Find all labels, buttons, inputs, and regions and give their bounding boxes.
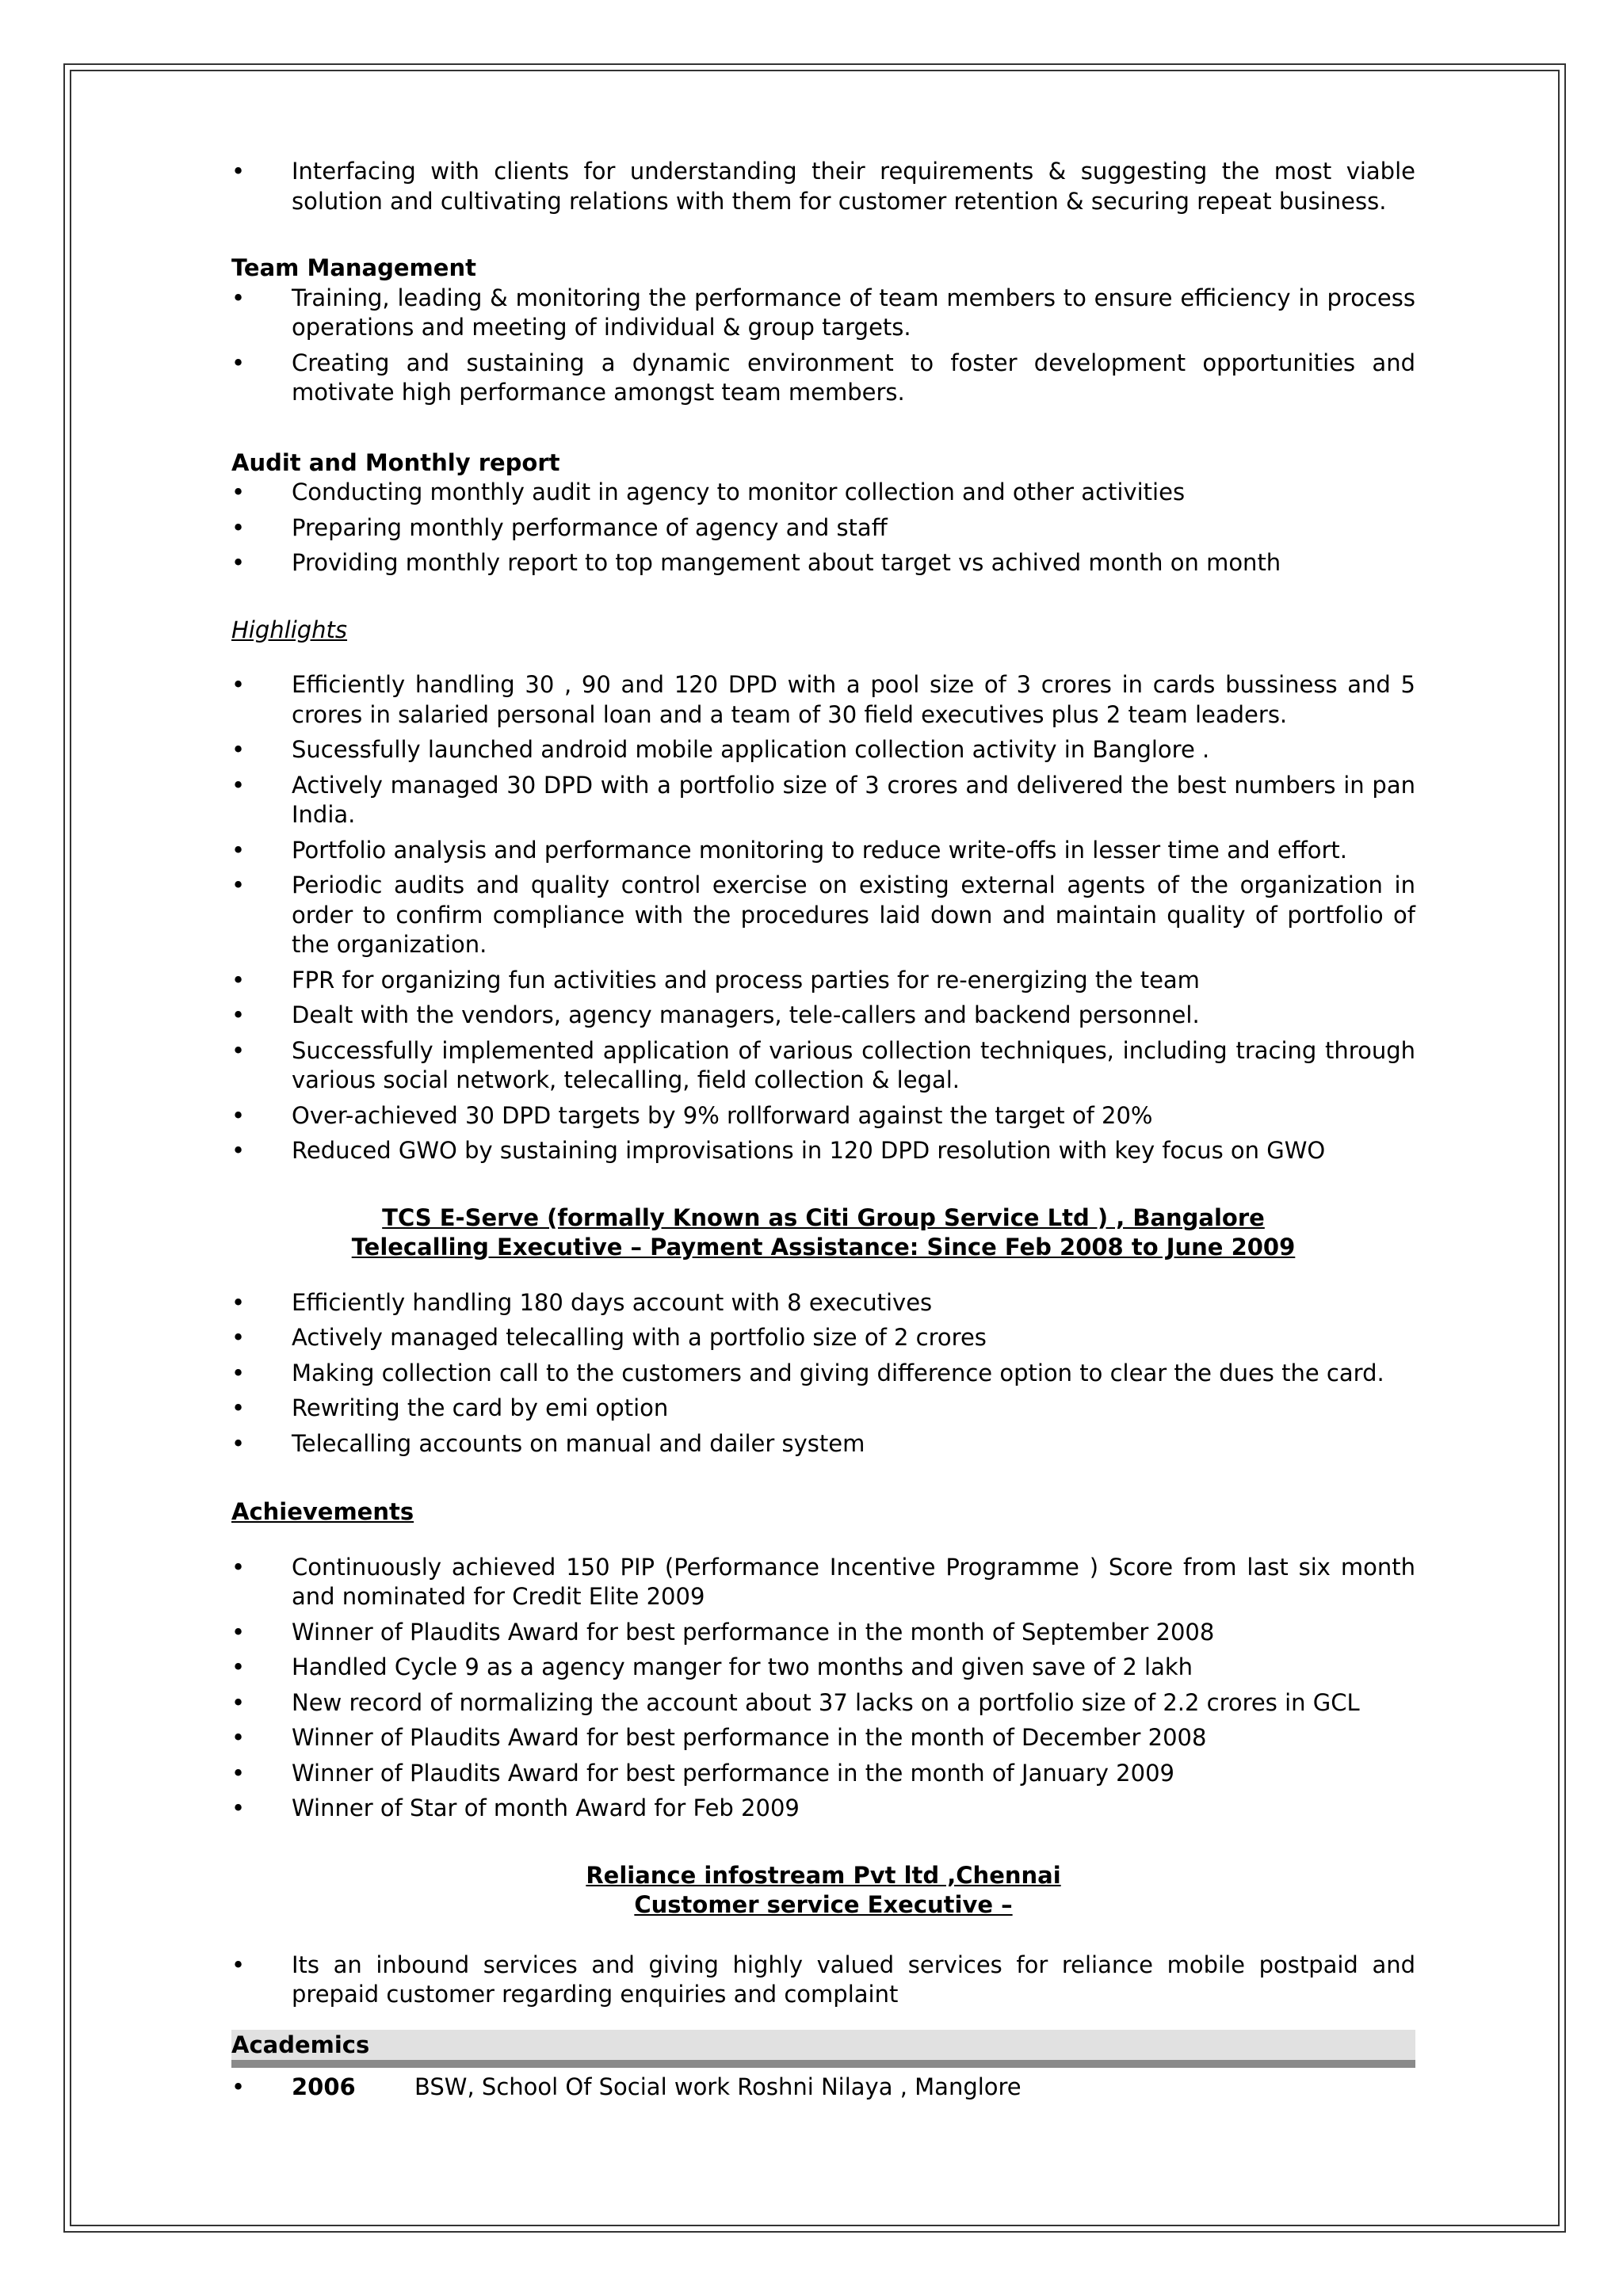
list-item: • Training, leading & monitoring the performance of team members to ensure efficiency in process operations and meeting of individual & group targets. bbox=[231, 284, 1415, 343]
resume-content bbox=[231, 157, 1415, 2107]
list-item: • Dealt with the vendors, agency managers, tele-callers and backend personnel. bbox=[231, 1001, 1415, 1031]
list-item: • Rewriting the card by emi option bbox=[231, 1394, 1415, 1424]
achievements-heading: Achievements bbox=[231, 1498, 414, 1525]
reliance-company-heading: Reliance infostream Pvt ltd ,Chennai bbox=[586, 1861, 1061, 1889]
list-item: • Winner of Plaudits Award for best performance in the month of January 2009 bbox=[231, 1759, 1415, 1789]
list-item: • New record of normalizing the account about 37 lacks on a portfolio size of 2.2 crores in GCL bbox=[231, 1688, 1415, 1718]
list-item: • Winner of Star of month Award for Feb 2009 bbox=[231, 1794, 1415, 1824]
intro-list bbox=[231, 157, 1415, 216]
academics-list bbox=[231, 2073, 1415, 2103]
list-item: • Efficiently handling 30 , 90 and 120 DPD with a pool size of 3 crores in cards bussiness and 5 crores in salaried personal loan and a team of 30 field executives plus 2 team leaders. bbox=[231, 670, 1415, 730]
list-item: • Telecalling accounts on manual and dailer system bbox=[231, 1429, 1415, 1459]
academic-year: 2006 bbox=[292, 2073, 356, 2100]
list-item: • Reduced GWO by sustaining improvisations in 120 DPD resolution with key focus on GWO bbox=[231, 1136, 1415, 1166]
list-item: • Providing monthly report to top mangement about target vs achived month on month bbox=[231, 548, 1415, 578]
list-item: • Sucessfully launched android mobile application collection activity in Banglore . bbox=[231, 735, 1415, 765]
list-item: • Periodic audits and quality control exercise on existing external agents of the organization in order to confirm compliance with the procedures laid down and maintain quality of portfolio of the organization. bbox=[231, 871, 1415, 960]
list-item: • Interfacing with clients for understanding their requirements & suggesting the most viable solution and cultivating relations with them for customer retention & securing repeat business. bbox=[231, 157, 1415, 216]
list-item: • Successfully implemented application of various collection techniques, including tracing through various social network, telecalling, field collection & legal. bbox=[231, 1036, 1415, 1096]
academics-heading: Academics bbox=[231, 2030, 1415, 2068]
audit-heading: Audit and Monthly report bbox=[231, 448, 560, 476]
team-management-list bbox=[231, 284, 1415, 408]
list-item: • Winner of Plaudits Award for best performance in the month of December 2008 bbox=[231, 1723, 1415, 1753]
list-item: • Portfolio analysis and performance monitoring to reduce write-offs in lesser time and effort. bbox=[231, 836, 1415, 866]
list-item: • Actively managed 30 DPD with a portfolio size of 3 crores and delivered the best numbers in pan India. bbox=[231, 771, 1415, 830]
reliance-list bbox=[231, 1951, 1415, 2010]
tcs-company-heading: TCS E-Serve (formally Known as Citi Group Service Ltd ) , Bangalore bbox=[382, 1203, 1265, 1231]
list-item: • Winner of Plaudits Award for best performance in the month of September 2008 bbox=[231, 1618, 1415, 1648]
tcs-list bbox=[231, 1288, 1415, 1459]
list-item: • Efficiently handling 180 days account with 8 executives bbox=[231, 1288, 1415, 1318]
list-item: • Actively managed telecalling with a portfolio size of 2 crores bbox=[231, 1323, 1415, 1353]
list-item: • Preparing monthly performance of agency and staff bbox=[231, 513, 1415, 543]
list-item: • Creating and sustaining a dynamic environment to foster development opportunities and motivate high performance amongst team members. bbox=[231, 349, 1415, 408]
academic-detail: BSW, School Of Social work Roshni Nilaya , Manglore bbox=[414, 2073, 1022, 2100]
highlights-list bbox=[231, 670, 1415, 1166]
list-item: • Over-achieved 30 DPD targets by 9% rollforward against the target of 20% bbox=[231, 1101, 1415, 1131]
tcs-role-heading: Telecalling Executive – Payment Assistance: Since Feb 2008 to June 2009 bbox=[351, 1234, 1296, 1261]
list-item: • Making collection call to the customers and giving difference option to clear the dues the card. bbox=[231, 1359, 1415, 1389]
achievements-list bbox=[231, 1553, 1415, 1824]
list-item bbox=[231, 2073, 1415, 2103]
team-management-heading: Team Management bbox=[231, 254, 476, 281]
list-item: • FPR for organizing fun activities and process parties for re-energizing the team bbox=[231, 966, 1415, 996]
reliance-role-heading: Customer service Executive – bbox=[634, 1891, 1013, 1918]
audit-list bbox=[231, 478, 1415, 578]
list-item: • Its an inbound services and giving highly valued services for reliance mobile postpaid and prepaid customer regarding enquiries and complaint bbox=[231, 1951, 1415, 2010]
list-item: • Conducting monthly audit in agency to monitor collection and other activities bbox=[231, 478, 1415, 508]
highlights-heading: Highlights bbox=[231, 616, 348, 643]
list-item: • Handled Cycle 9 as a agency manger for two months and given save of 2 lakh bbox=[231, 1653, 1415, 1683]
list-item: • Continuously achieved 150 PIP (Performance Incentive Programme ) Score from last six month and nominated for Credit Elite 2009 bbox=[231, 1553, 1415, 1612]
